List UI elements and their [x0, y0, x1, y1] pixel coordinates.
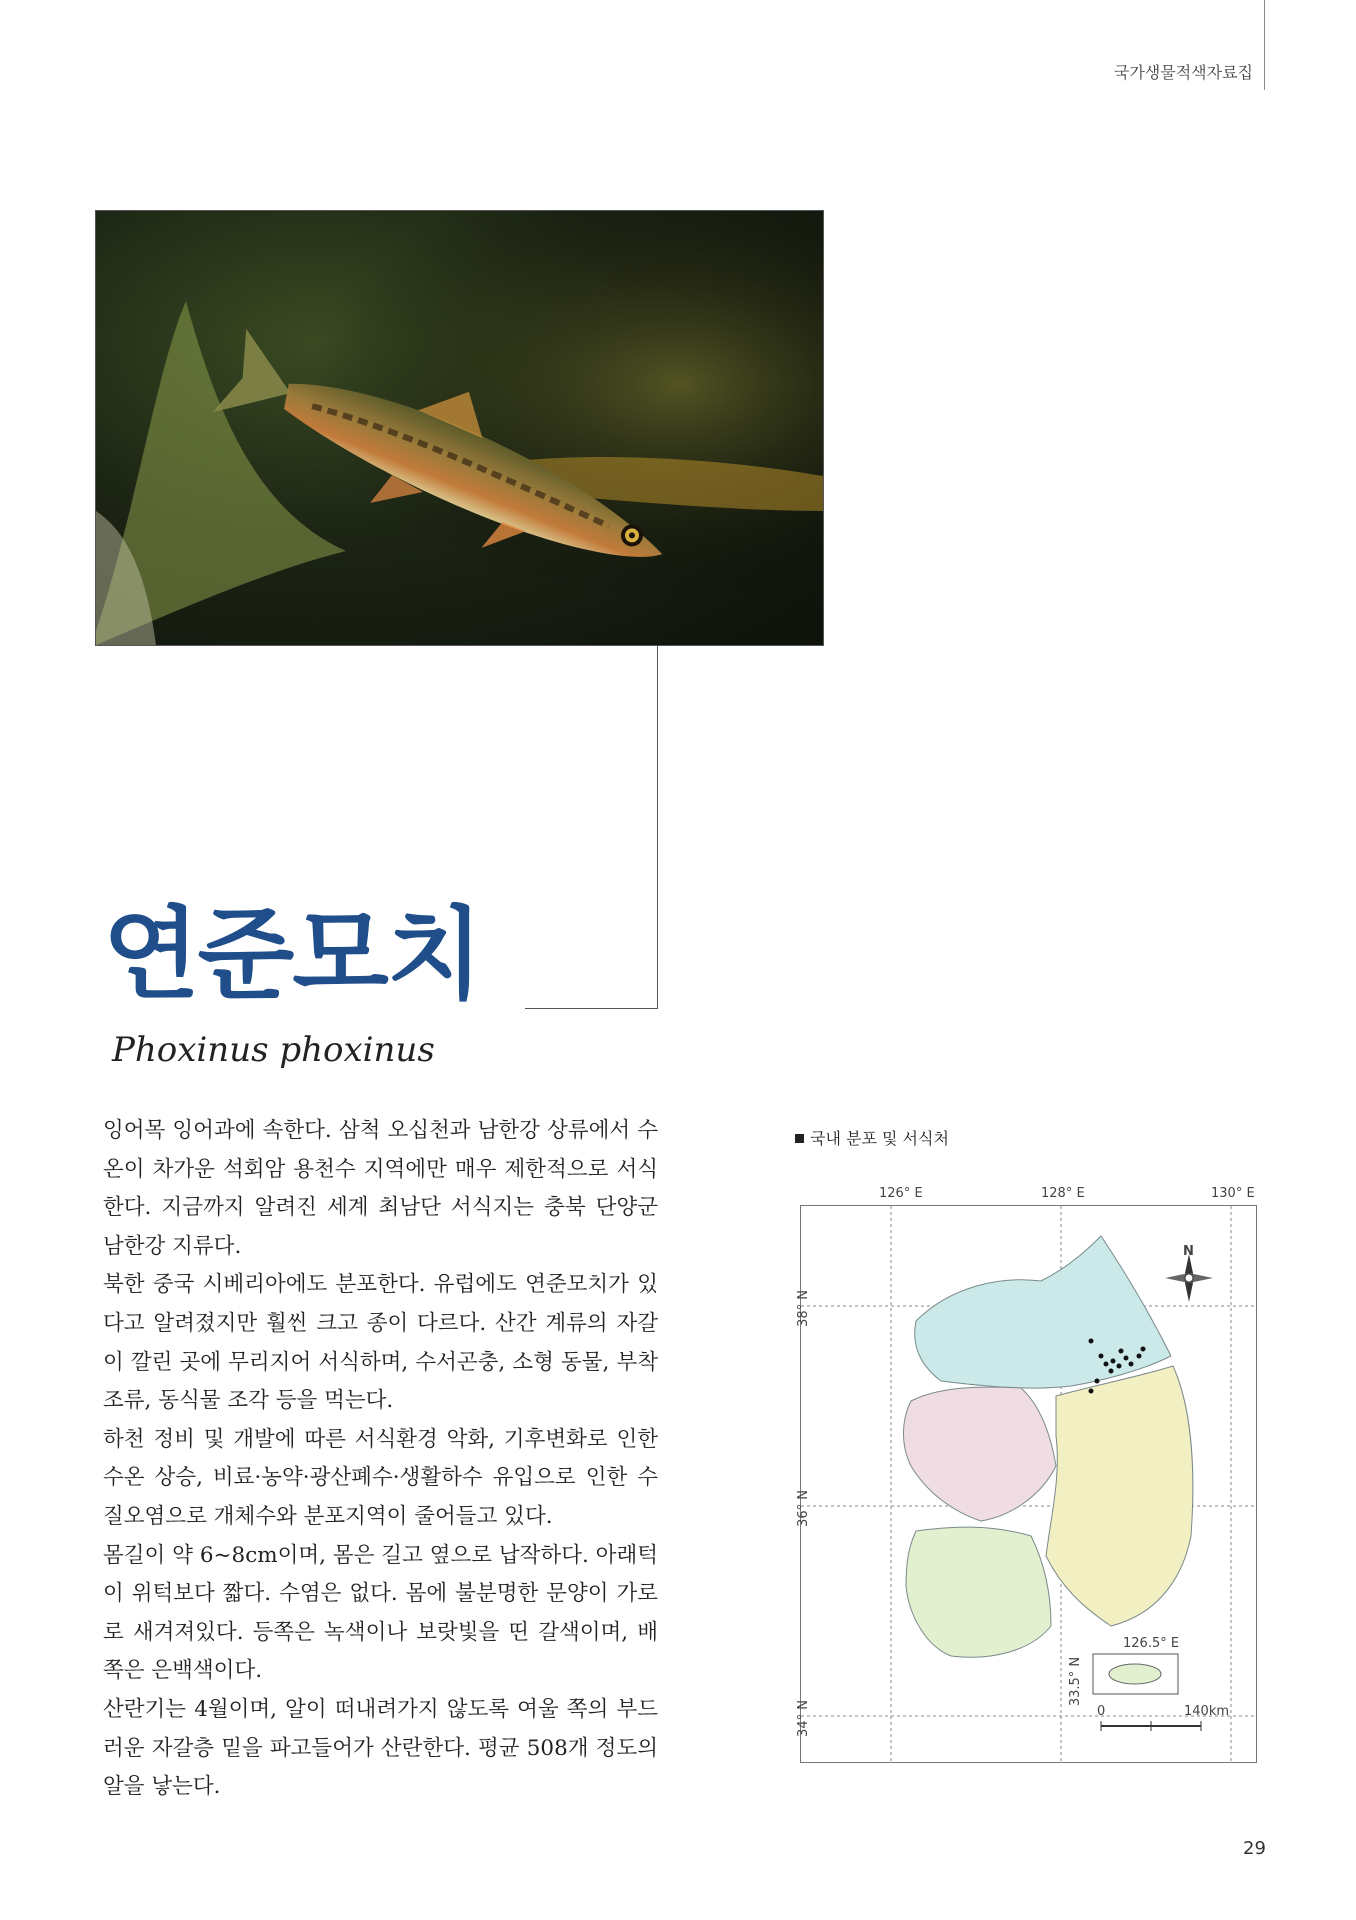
scale-end-label: 140km: [1184, 1704, 1230, 1719]
decorative-vertical-line: [657, 645, 658, 1009]
lat-tick-label: 34° N: [795, 1700, 811, 1737]
inset-lat-label: 33.5° N: [1068, 1656, 1084, 1707]
page-number: 29: [1243, 1838, 1266, 1859]
lon-tick-label: 126° E: [879, 1186, 923, 1201]
description-paragraph: 잉어목 잉어과에 속한다. 삼척 오십천과 남한강 상류에서 수온이 차가운 석회암 용천수 지역에만 매우 제한적으로 서식한다. 지금까지 알려진 세계 최남단 서식지는 충북 단양군 남한강 지류다.: [103, 1118, 658, 1259]
lon-tick-label: 130° E: [1211, 1186, 1255, 1201]
korea-map-graphic: [801, 1206, 1256, 1762]
species-name-korean: 연준모치: [103, 896, 482, 1013]
lat-tick-label: 36° N: [795, 1490, 811, 1527]
description-paragraph: 하천 정비 및 개발에 따른 서식환경 악화, 기후변화로 인한 수온 상승, 비료·농약·광산폐수·생활하수 유입으로 인한 수질오염으로 개체수와 분포지역이 줄어들고 있다.: [103, 1426, 658, 1529]
description-paragraph: 산란기는 4월이며, 알이 떠내려가지 않도록 여울 쪽의 부드러운 자갈층 밑을 파고들어가 산란한다. 평균 508개 정도의 알을 낳는다.: [103, 1696, 658, 1800]
description-paragraph: 북한 중국 시베리아에도 분포한다. 유럽에도 연준모치가 있다고 알려졌지만 훨씬 크고 종이 다르다. 산간 계류의 자갈이 깔린 곳에 무리지어 서식하며, 수서곤충, 소형 동물, 부착조류, 동식물 조각 등을 먹는다.: [103, 1272, 658, 1414]
header-divider: [1264, 0, 1265, 90]
description-paragraph: 몸길이 약 6~8cm이며, 몸은 길고 옆으로 납작하다. 아래턱이 위턱보다 짧다. 수염은 없다. 몸에 불분명한 문양이 가로로 새겨져있다. 등쪽은 녹색이나 보랏빛을 띤 갈색이며, 배 쪽은 은백색이다.: [103, 1542, 658, 1684]
distribution-map: [795, 1186, 1257, 1763]
lon-tick-label: 128° E: [1041, 1186, 1085, 1201]
species-description: [103, 1112, 658, 1807]
species-name-scientific: Phoxinus phoxinus: [112, 1030, 435, 1070]
map-caption-text: 국내 분포 및 서식처: [810, 1129, 949, 1148]
north-label: N: [1183, 1244, 1194, 1259]
decorative-horizontal-line: [525, 1008, 658, 1009]
inset-lon-label: 126.5° E: [1123, 1636, 1180, 1651]
book-title: 국가생물적색자료집: [1113, 63, 1253, 82]
species-photo: [95, 210, 824, 646]
square-bullet-icon: [795, 1134, 804, 1143]
lat-tick-label: 38° N: [795, 1290, 811, 1327]
scale-start-label: 0: [1097, 1704, 1106, 1719]
compass-rose-icon: [1165, 1254, 1213, 1302]
map-caption: [795, 1126, 949, 1149]
